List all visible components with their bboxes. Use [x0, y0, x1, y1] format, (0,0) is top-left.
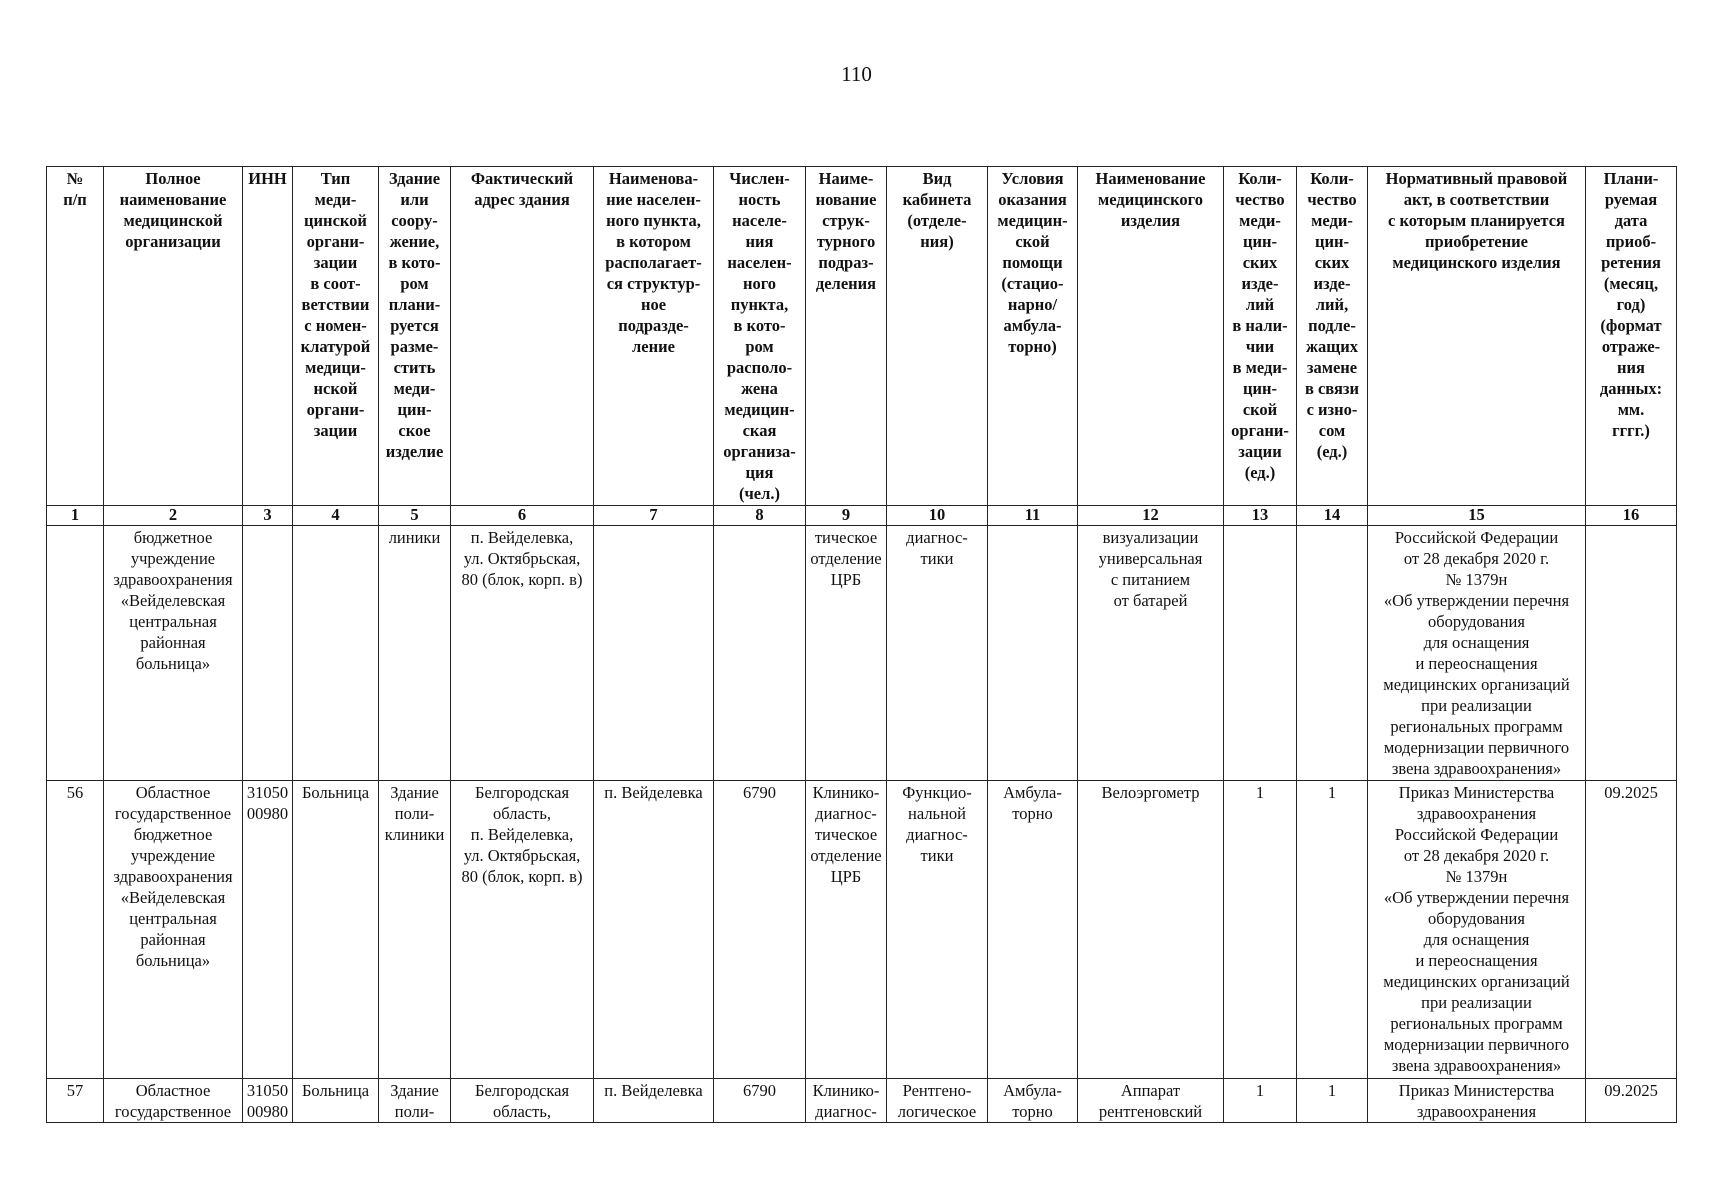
- settlement-cell: п. Вейделевка: [594, 781, 714, 1079]
- subdivision-cell: Клинико- диагнос- тическое отделение ЦРБ: [806, 781, 887, 1079]
- subdivision-cell: тическое отделение ЦРБ: [806, 526, 887, 781]
- column-number: 13: [1224, 506, 1297, 526]
- header-cell: Наименование медицинского изделия: [1078, 167, 1224, 506]
- column-number: 8: [714, 506, 806, 526]
- org-type-cell: [293, 526, 379, 781]
- table-row: [47, 526, 1677, 781]
- organization-name-cell: бюджетное учреждение здравоохранения «Вейделевская центральная районная больница»: [104, 526, 243, 781]
- column-number: 3: [243, 506, 293, 526]
- header-cell: Условия оказания медицин- ской помощи (стацио- нарно/ амбула- торно): [988, 167, 1078, 506]
- building-cell: Здание поли- клиники: [379, 781, 451, 1079]
- devices-available-cell: 1: [1224, 1079, 1297, 1123]
- row-number-cell: [47, 526, 104, 781]
- care-conditions-cell: [988, 526, 1078, 781]
- settlement-cell: [594, 526, 714, 781]
- inn-cell: 31050 00980: [243, 1079, 293, 1123]
- column-number: 15: [1368, 506, 1586, 526]
- planned-date-cell: [1586, 526, 1677, 781]
- header-cell: Коли- чество меди- цин- ских изде- лий в нали- чии в меди- цин- ской органи- зации (ед.): [1224, 167, 1297, 506]
- column-number: 7: [594, 506, 714, 526]
- header-cell: № п/п: [47, 167, 104, 506]
- planned-date-cell: 09.2025: [1586, 781, 1677, 1079]
- table-header-row: [47, 167, 1677, 506]
- organization-name-cell: Областное государственное: [104, 1079, 243, 1123]
- settlement-cell: п. Вейделевка: [594, 1079, 714, 1123]
- header-cell: ИНН: [243, 167, 293, 506]
- org-type-cell: Больница: [293, 781, 379, 1079]
- device-name-cell: Велоэргометр: [1078, 781, 1224, 1079]
- devices-to-replace-cell: [1297, 526, 1368, 781]
- row-number-cell: 57: [47, 1079, 104, 1123]
- header-cell: Нормативный правовой акт, в соответствии с которым планируется приобретение медицинского изделия: [1368, 167, 1586, 506]
- column-number: 5: [379, 506, 451, 526]
- population-cell: [714, 526, 806, 781]
- header-cell: Здание или соору- жение, в кото- ром плани- руется разме- стить меди- цин- ское изделие: [379, 167, 451, 506]
- care-conditions-cell: Амбула- торно: [988, 1079, 1078, 1123]
- header-cell: Вид кабинета (отделе- ния): [887, 167, 988, 506]
- legal-act-cell: Приказ Министерства здравоохранения Российской Федерации от 28 декабря 2020 г. № 1379н «Об утверждении перечня оборудования для оснащения и переоснащения медицинских организаций при реализации региональных программ модернизации первичного звена здравоохранения»: [1368, 781, 1586, 1079]
- table-row: [47, 781, 1677, 1079]
- population-cell: 6790: [714, 1079, 806, 1123]
- inn-cell: 31050 00980: [243, 781, 293, 1079]
- header-cell: Полное наименование медицинской организации: [104, 167, 243, 506]
- row-number-cell: 56: [47, 781, 104, 1079]
- header-cell: Плани- руемая дата приоб- ретения (месяц, год) (формат отраже- ния данных: мм. гггг.): [1586, 167, 1677, 506]
- column-number: 10: [887, 506, 988, 526]
- column-number: 12: [1078, 506, 1224, 526]
- table-row: [47, 1079, 1677, 1123]
- column-number-row: [47, 506, 1677, 526]
- population-cell: 6790: [714, 781, 806, 1079]
- devices-to-replace-cell: 1: [1297, 781, 1368, 1079]
- header-cell: Фактический адрес здания: [451, 167, 594, 506]
- devices-to-replace-cell: 1: [1297, 1079, 1368, 1123]
- column-number: 1: [47, 506, 104, 526]
- care-conditions-cell: Амбула- торно: [988, 781, 1078, 1079]
- subdivision-cell: Клинико- диагнос-: [806, 1079, 887, 1123]
- column-number: 14: [1297, 506, 1368, 526]
- devices-available-cell: 1: [1224, 781, 1297, 1079]
- devices-available-cell: [1224, 526, 1297, 781]
- address-cell: Белгородская область, п. Вейделевка, ул. Октябрьская, 80 (блок, корп. в): [451, 781, 594, 1079]
- org-type-cell: Больница: [293, 1079, 379, 1123]
- building-cell: Здание поли-: [379, 1079, 451, 1123]
- cabinet-type-cell: диагнос- тики: [887, 526, 988, 781]
- header-cell: Наименова- ние населен- ного пункта, в котором располагает- ся структур- ное подразде- ление: [594, 167, 714, 506]
- header-cell: Наиме- нование струк- турного подраз- деления: [806, 167, 887, 506]
- header-cell: Коли- чество меди- цин- ских изде- лий, подле- жащих замене в связи с изно- сом (ед.): [1297, 167, 1368, 506]
- column-number: 16: [1586, 506, 1677, 526]
- page-number: 110: [841, 62, 872, 86]
- column-number: 2: [104, 506, 243, 526]
- building-cell: линики: [379, 526, 451, 781]
- organization-name-cell: Областное государственное бюджетное учреждение здравоохранения «Вейделевская центральная районная больница»: [104, 781, 243, 1079]
- header-cell: Числен- ность населе- ния населен- ного пункта, в кото- ром располо- жена медицин- ская организа- ция (чел.): [714, 167, 806, 506]
- header-cell: Тип меди- цинской органи- зации в соот- ветствии с номен- клатурой медици- нской органи- зации: [293, 167, 379, 506]
- column-number: 6: [451, 506, 594, 526]
- address-cell: Белгородская область,: [451, 1079, 594, 1123]
- column-number: 4: [293, 506, 379, 526]
- column-number: 11: [988, 506, 1078, 526]
- device-name-cell: Аппарат рентгеновский: [1078, 1079, 1224, 1123]
- column-number: 9: [806, 506, 887, 526]
- inn-cell: [243, 526, 293, 781]
- cabinet-type-cell: Функцио- нальной диагнос- тики: [887, 781, 988, 1079]
- cabinet-type-cell: Рентгено- логическое: [887, 1079, 988, 1123]
- device-name-cell: визуализации универсальная с питанием от батарей: [1078, 526, 1224, 781]
- legal-act-cell: Российской Федерации от 28 декабря 2020 г. № 1379н «Об утверждении перечня оборудования для оснащения и переоснащения медицинских организаций при реализации региональных программ модернизации первичного звена здравоохранения»: [1368, 526, 1586, 781]
- legal-act-cell: Приказ Министерства здравоохранения: [1368, 1079, 1586, 1123]
- equipment-table: [46, 166, 1677, 1123]
- planned-date-cell: 09.2025: [1586, 1079, 1677, 1123]
- address-cell: п. Вейделевка, ул. Октябрьская, 80 (блок, корп. в): [451, 526, 594, 781]
